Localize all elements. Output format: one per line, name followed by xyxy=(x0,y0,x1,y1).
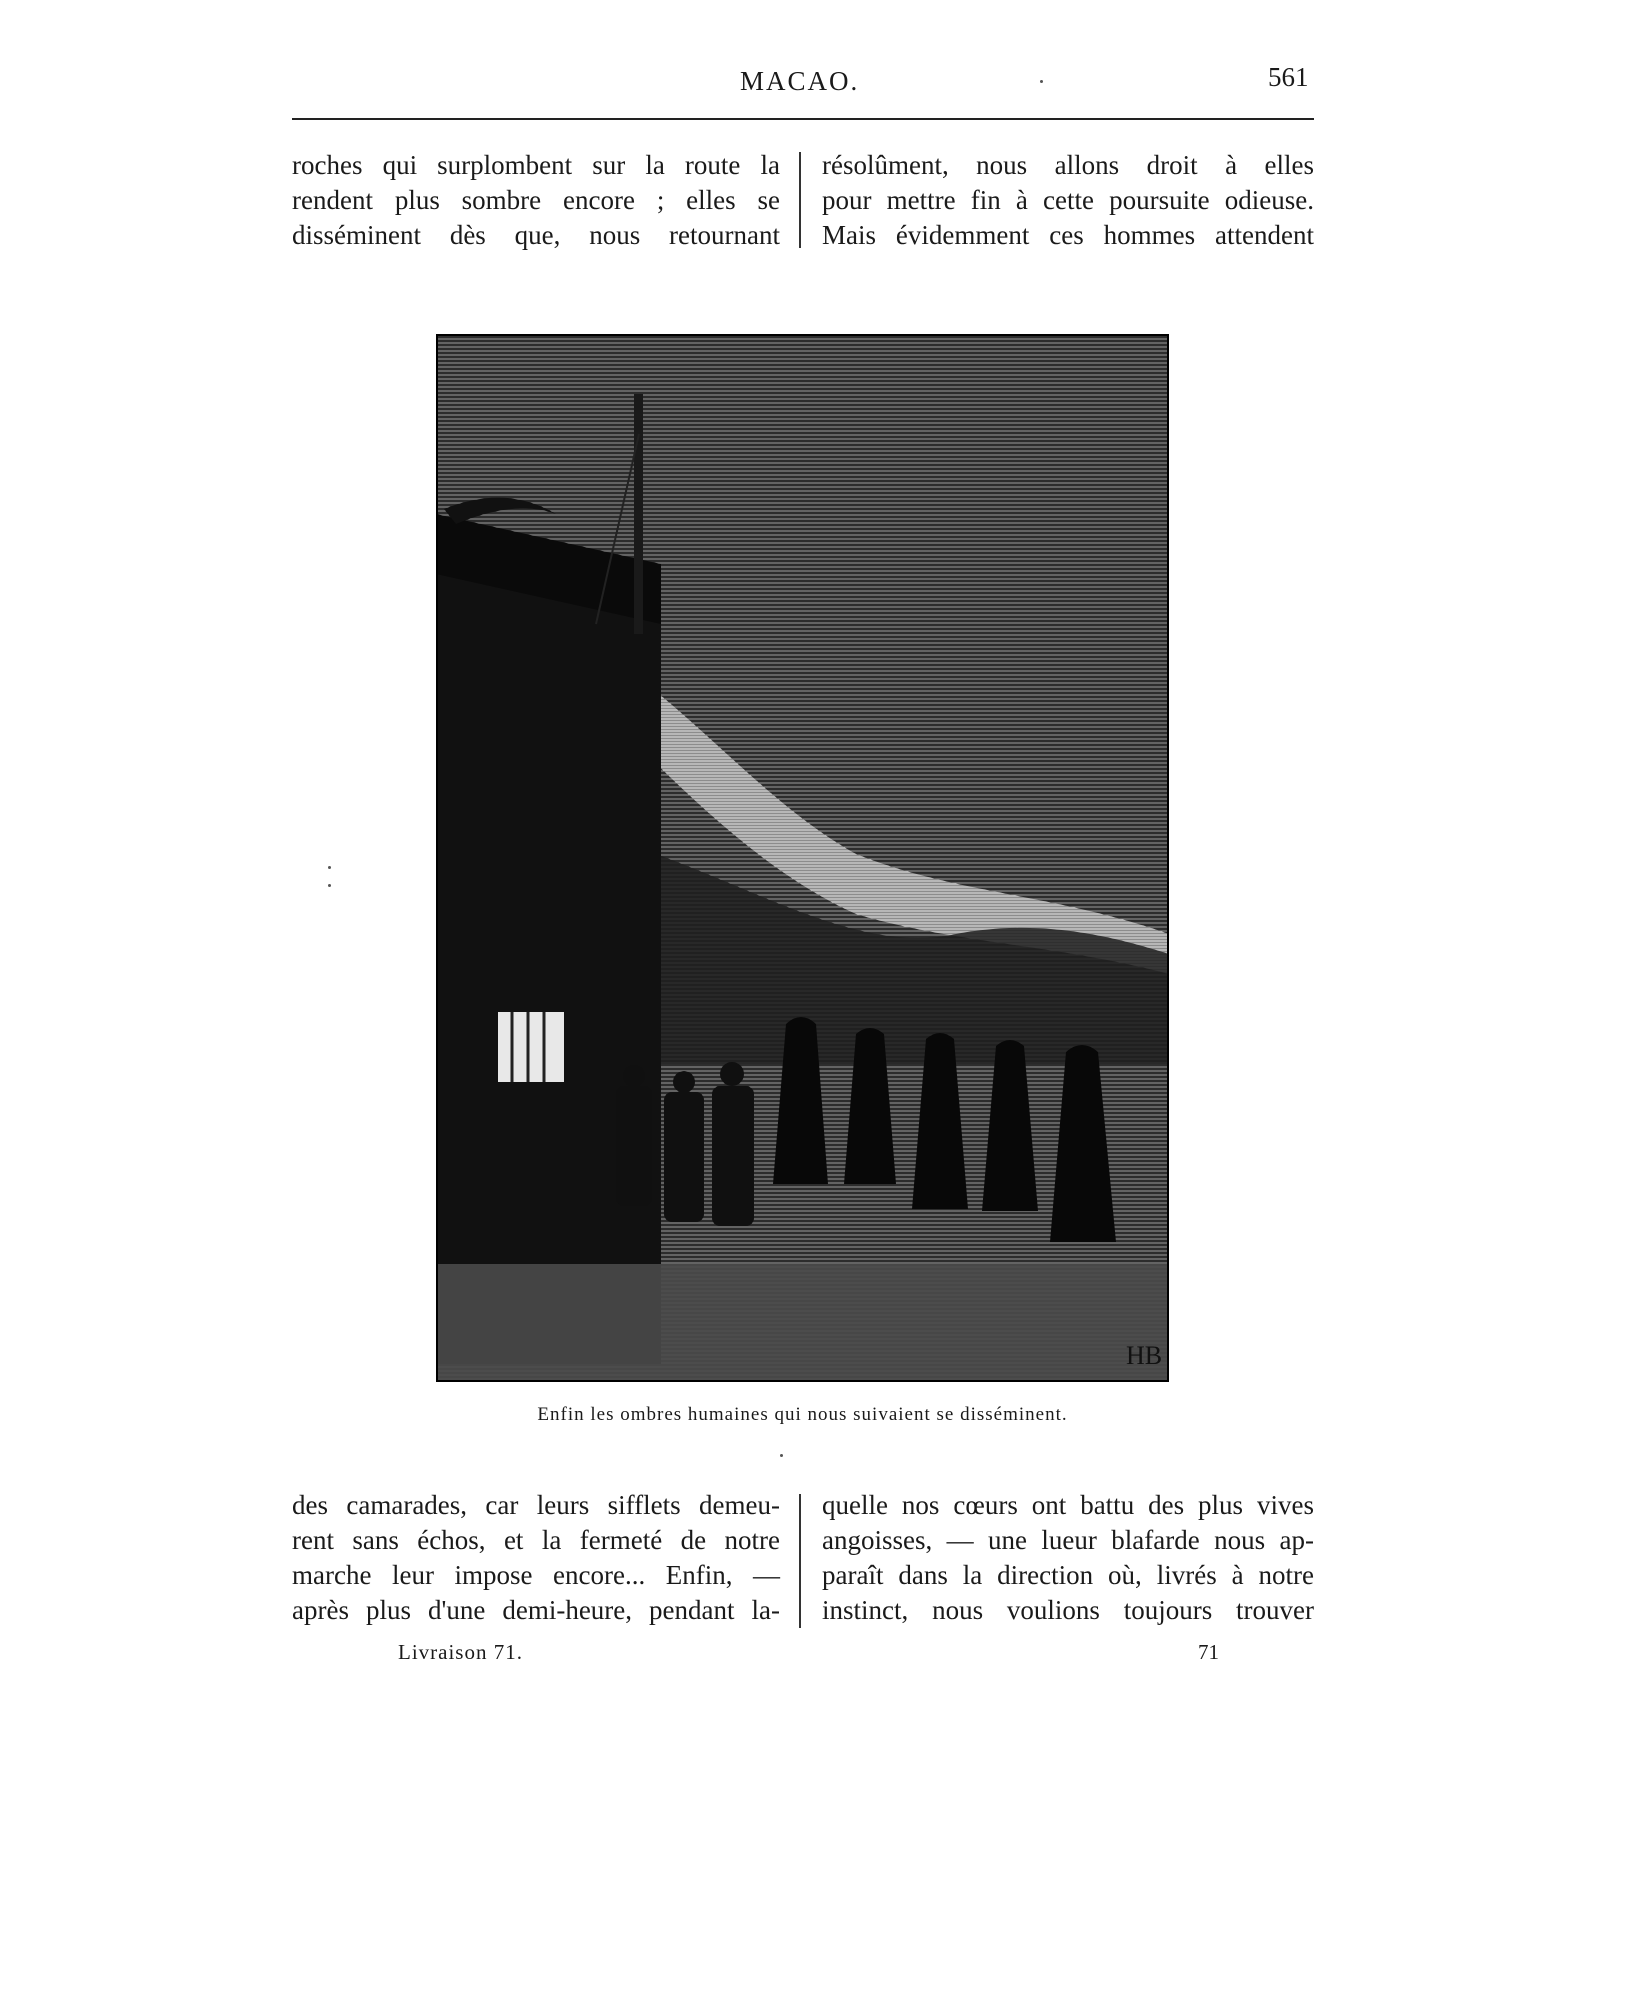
mast-pole xyxy=(634,394,643,634)
text-line: Mais évidemment ces hommes attendent xyxy=(822,220,1314,250)
building-wall xyxy=(436,564,661,1364)
ground-road xyxy=(436,1264,1169,1382)
text-line: des camarades, car leurs sifflets demeu- xyxy=(292,1490,780,1520)
running-head-title: MACAO. xyxy=(740,66,860,96)
text-line: après plus d'une demi-heure, pendant la- xyxy=(292,1595,780,1625)
text-line: instinct, nous voulions toujours trouver xyxy=(822,1595,1314,1625)
text-line: rent sans échos, et la fermeté de notre xyxy=(292,1525,780,1555)
lit-window xyxy=(498,1012,564,1082)
text-column-right-top xyxy=(822,148,1314,253)
paper-speck xyxy=(328,884,331,887)
paper-speck xyxy=(780,1454,783,1457)
text-line: paraît dans la direction où, livrés à notre xyxy=(822,1560,1314,1590)
text-line: marche leur impose encore... Enfin, — xyxy=(292,1560,780,1590)
text-column-left-bottom xyxy=(292,1488,780,1628)
engraver-monogram: HB xyxy=(1126,1341,1163,1370)
footer-livraison: Livraison 71. xyxy=(398,1640,523,1664)
column-divider-bottom xyxy=(799,1494,801,1628)
text-column-left-top xyxy=(292,148,780,253)
text-line: résolûment, nous allons droit à elles xyxy=(822,150,1314,180)
text-line: quelle nos cœurs ont battu des plus vives xyxy=(822,1490,1314,1520)
text-column-right-bottom xyxy=(822,1488,1314,1628)
page-number: 561 xyxy=(1268,62,1309,92)
text-line: angoisses, — une lueur blafarde nous ap- xyxy=(822,1525,1314,1555)
text-line: pour mettre fin à cette poursuite odieuse. xyxy=(822,185,1314,215)
paper-speck xyxy=(1040,80,1043,83)
walking-travelers xyxy=(616,1062,754,1226)
paper-speck xyxy=(328,866,331,869)
text-line: roches qui surplombent sur la route la xyxy=(292,150,780,180)
column-divider-top xyxy=(799,152,801,248)
engraving-illustration xyxy=(436,334,1169,1382)
illustration-caption: Enfin les ombres humaines qui nous suivaient se disséminent. xyxy=(537,1404,1068,1425)
footer-signature: 71 xyxy=(1198,1640,1219,1664)
header-rule xyxy=(292,118,1314,120)
text-line: rendent plus sombre encore ; elles se xyxy=(292,185,780,215)
text-line: disséminent dès que, nous retournant xyxy=(292,220,780,250)
